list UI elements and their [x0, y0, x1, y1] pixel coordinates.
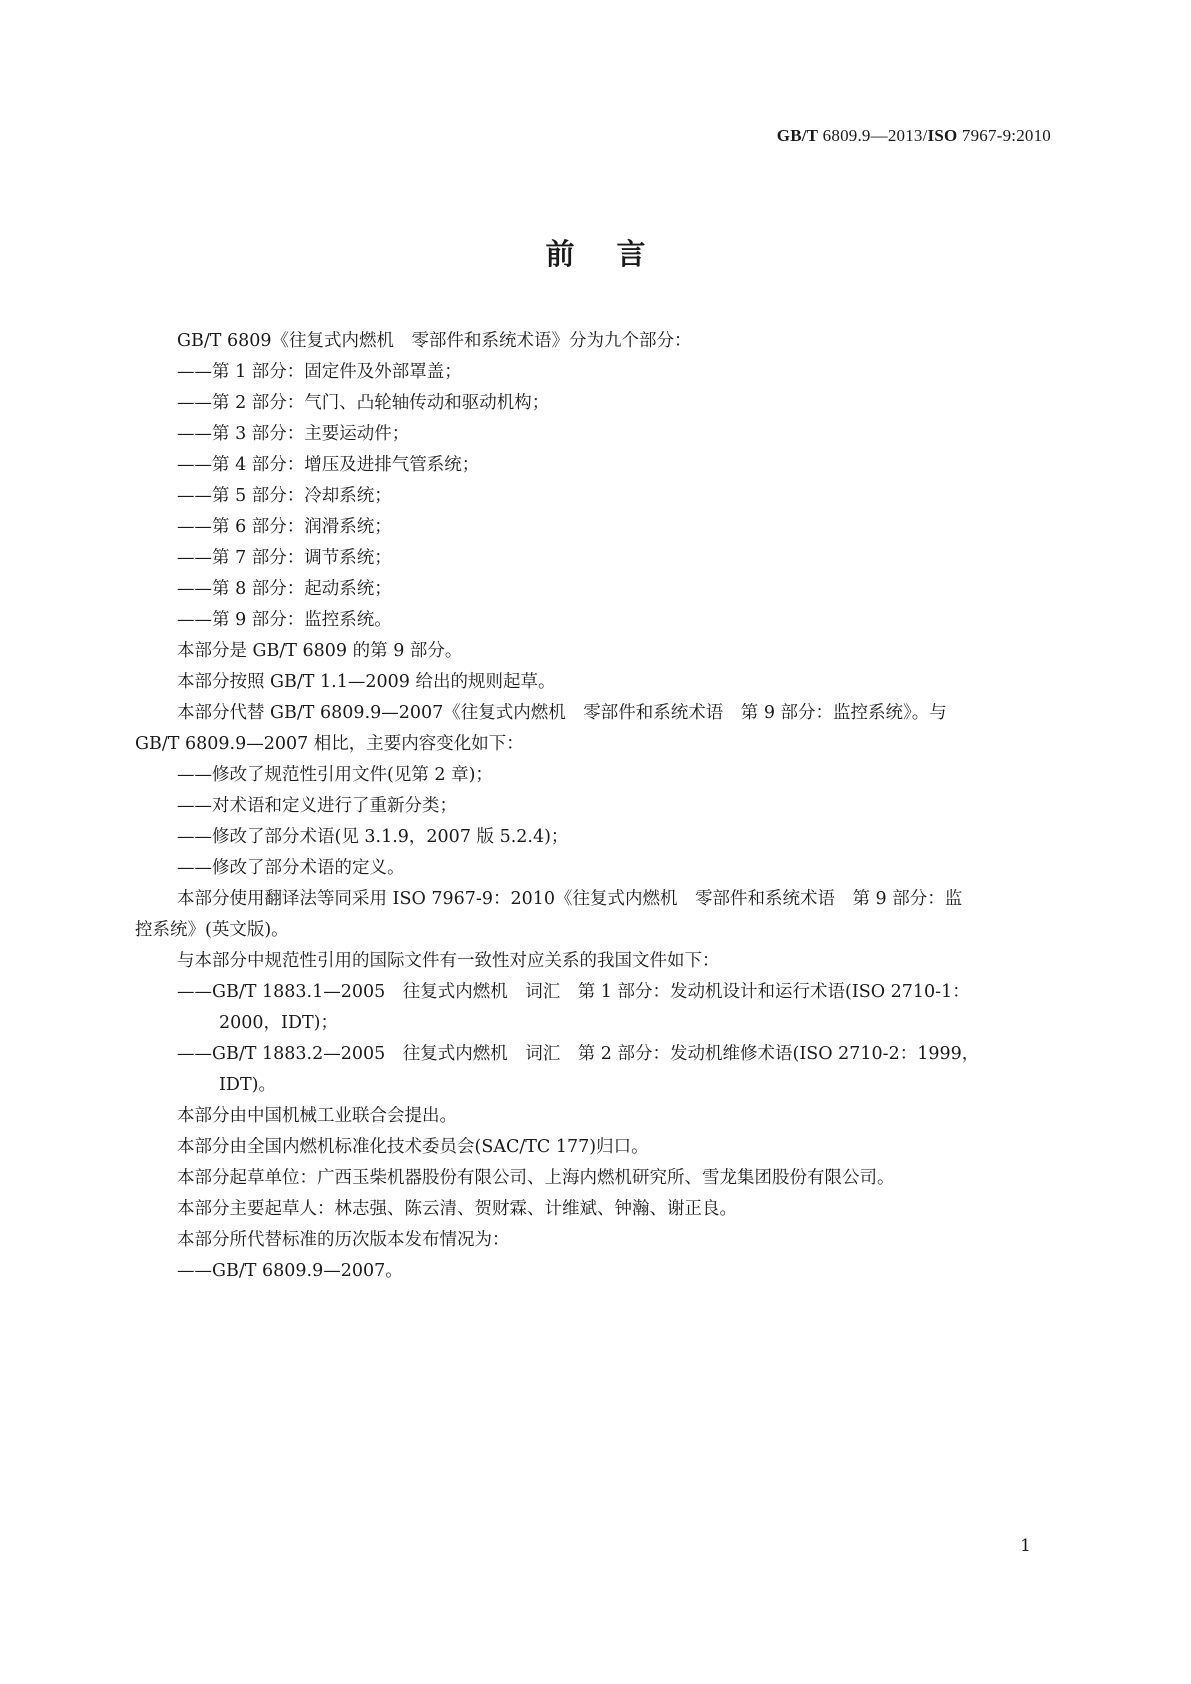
paragraph: ——第 7 部分：调节系统；	[177, 548, 392, 568]
paragraph: 本部分由全国内燃机标准化技术委员会(SAC/TC 177)归口。	[177, 1137, 649, 1157]
paragraph: ——第 6 部分：润滑系统；	[177, 517, 392, 537]
paragraph: ——第 5 部分：冷却系统；	[177, 486, 392, 506]
foreword-body	[135, 326, 1059, 1287]
paragraph: ——第 4 部分：增压及进排气管系统；	[177, 455, 480, 475]
page-number: 1	[1020, 1536, 1031, 1556]
paragraph: 与本部分中规范性引用的国际文件有一致性对应关系的我国文件如下：	[177, 951, 720, 971]
paragraph: ——第 2 部分：气门、凸轮轴传动和驱动机构；	[177, 393, 550, 413]
paragraph: GB/T 6809《往复式内燃机 零部件和系统术语》分为九个部分：	[177, 331, 692, 351]
paragraph: 本部分使用翻译法等同采用 ISO 7967-9：2010《往复式内燃机 零部件和系统术语 第 9 部分：监	[177, 889, 963, 909]
paragraph: 本部分代替 GB/T 6809.9—2007《往复式内燃机 零部件和系统术语 第 9 部分：监控系统》。与	[177, 703, 947, 723]
paragraph: 本部分由中国机械工业联合会提出。	[177, 1106, 457, 1126]
iso-prefix: ISO	[927, 126, 958, 145]
paragraph: ——第 9 部分：监控系统。	[177, 610, 392, 630]
paragraph: 本部分是 GB/T 6809 的第 9 部分。	[177, 641, 463, 661]
paragraph: 本部分按照 GB/T 1.1—2009 给出的规则起草。	[177, 672, 556, 692]
paragraph: ——第 1 部分：固定件及外部罩盖；	[177, 362, 462, 382]
paragraph: ——第 3 部分：主要运动件；	[177, 424, 410, 444]
standard-prefix: GB/T	[776, 126, 819, 145]
paragraph: ——修改了部分术语的定义。	[177, 858, 405, 878]
page-title: 前言	[545, 237, 688, 271]
paragraph: ——修改了部分术语(见 3.1.9，2007 版 5.2.4)；	[177, 827, 569, 847]
paragraph: ——GB/T 6809.9—2007。	[177, 1261, 403, 1281]
paragraph: GB/T 6809.9—2007 相比，主要内容变化如下：	[135, 734, 524, 754]
standard-number: 6809.9—2013/	[822, 126, 928, 145]
standard-header	[777, 126, 1051, 146]
iso-number: 7967-9:2010	[961, 126, 1051, 145]
paragraph: IDT)。	[219, 1075, 276, 1095]
paragraph: ——对术语和定义进行了重新分类；	[177, 796, 457, 816]
paragraph: ——GB/T 1883.2—2005 往复式内燃机 词汇 第 2 部分：发动机维修术语(ISO 2710-2：1999，	[177, 1044, 980, 1064]
paragraph: ——第 8 部分：起动系统；	[177, 579, 392, 599]
paragraph: 本部分主要起草人：林志强、陈云清、贺财霖、计维斌、钟瀚、谢正良。	[177, 1199, 737, 1219]
paragraph: ——修改了规范性引用文件(见第 2 章)；	[177, 765, 493, 785]
paragraph: ——GB/T 1883.1—2005 往复式内燃机 词汇 第 1 部分：发动机设计和运行术语(ISO 2710-1：	[177, 982, 970, 1002]
paragraph: 本部分所代替标准的历次版本发布情况为：	[177, 1230, 510, 1250]
paragraph: 控系统》(英文版)。	[135, 920, 289, 940]
paragraph: 本部分起草单位：广西玉柴机器股份有限公司、上海内燃机研究所、雪龙集团股份有限公司。	[177, 1168, 895, 1188]
paragraph: 2000，IDT)；	[219, 1013, 338, 1033]
